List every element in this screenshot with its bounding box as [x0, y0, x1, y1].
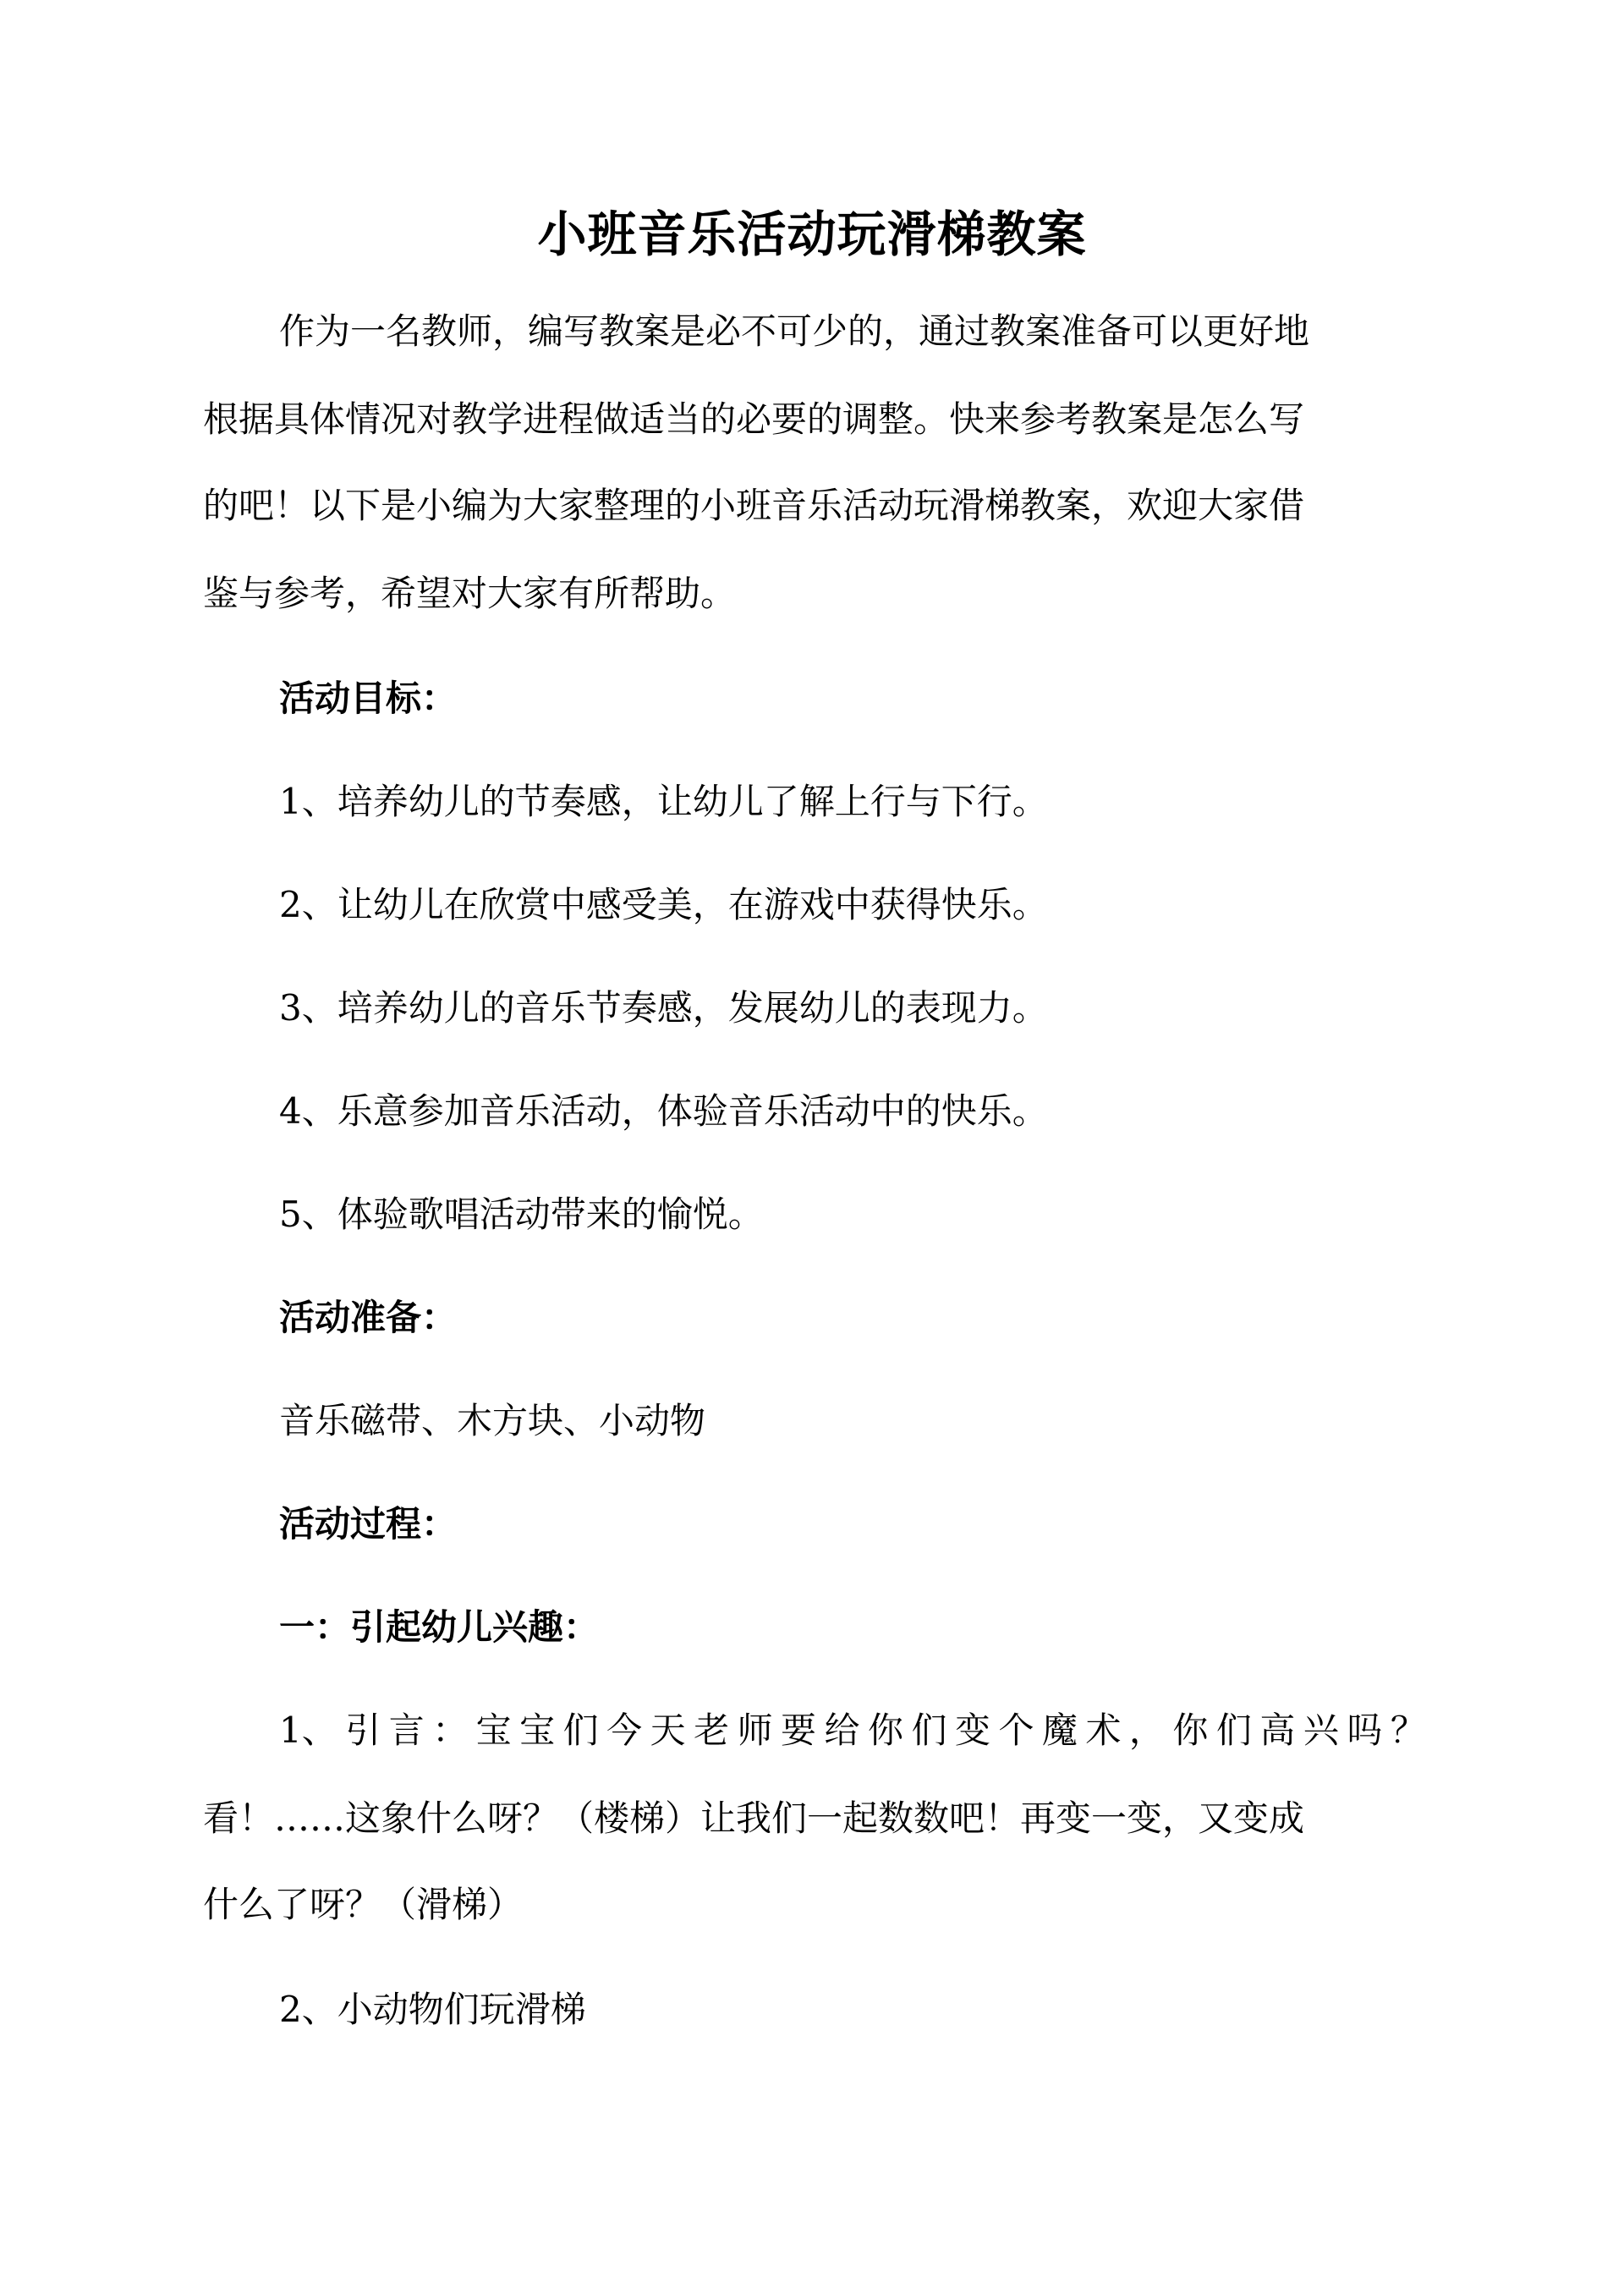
step1-char: 引 — [345, 1710, 381, 1751]
step1-char: ： — [432, 1710, 469, 1751]
step1-char: ？ — [1390, 1710, 1426, 1751]
step1-char: 吗 — [1347, 1710, 1383, 1751]
step1-char: 师 — [737, 1710, 773, 1751]
process-subheading: 一：引起幼儿兴趣： — [279, 1606, 600, 1648]
preparation-text: 音乐磁带、木方块、小动物 — [279, 1400, 706, 1441]
step1-char: 你 — [1172, 1710, 1209, 1751]
step1-char: 术 — [1085, 1710, 1122, 1751]
intro-line-4: 鉴与参考，希望对大家有所帮助。 — [203, 573, 737, 614]
intro-line-2: 根据具体情况对教学进程做适当的必要的调整。快来参考教案是怎么写 — [203, 398, 1305, 440]
document-title: 小班音乐活动玩滑梯教案 — [537, 206, 1087, 263]
step2-text: 2、小动物们玩滑梯 — [279, 1989, 586, 2030]
step1-char: 给 — [824, 1710, 860, 1751]
step1-char: 1、 — [279, 1710, 337, 1751]
intro-line-3: 的吧！以下是小编为大家整理的小班音乐活动玩滑梯教案，欢迎大家借 — [203, 485, 1305, 526]
process-heading: 活动过程： — [279, 1503, 458, 1545]
goal-item-2: 2、让幼儿在欣赏中感受美，在游戏中获得快乐。 — [279, 884, 1048, 925]
step1-char: 们 — [911, 1710, 947, 1751]
goal-item-4: 4、乐意参加音乐活动，体验音乐活动中的快乐。 — [279, 1090, 1048, 1132]
step1-char: 们 — [562, 1710, 599, 1751]
step1-line-2: 看！……这象什么呀？（楼梯）让我们一起数数吧！再变一变，又变成 — [203, 1797, 1305, 1839]
step1-char: 言 — [388, 1710, 425, 1751]
goal-item-1: 1、培养幼儿的节奏感，让幼儿了解上行与下行。 — [279, 781, 1048, 822]
goal-item-3: 3、培养幼儿的音乐节奏感，发展幼儿的表现力。 — [279, 987, 1048, 1029]
intro-line-1: 作为一名教师，编写教案是必不可少的，通过教案准备可以更好地 — [279, 310, 1310, 352]
step1-char: 宝 — [475, 1710, 512, 1751]
step1-char: 老 — [694, 1710, 730, 1751]
step1-char: 宝 — [519, 1710, 556, 1751]
step1-char: ， — [1128, 1710, 1165, 1751]
step1-char: 兴 — [1303, 1710, 1339, 1751]
step1-line-3: 什么了呀？（滑梯） — [203, 1884, 524, 1925]
step1-char: 魔 — [1041, 1710, 1078, 1751]
step1-char: 个 — [998, 1710, 1034, 1751]
preparation-heading: 活动准备： — [279, 1297, 458, 1338]
goal-item-5: 5、体验歌唱活动带来的愉悦。 — [279, 1194, 764, 1235]
step1-char: 变 — [954, 1710, 990, 1751]
step1-char: 要 — [781, 1710, 817, 1751]
step1-char: 今 — [606, 1710, 643, 1751]
step1-char: 天 — [650, 1710, 686, 1751]
step1-line-1 — [279, 1705, 1426, 1756]
step1-char: 们 — [1215, 1710, 1252, 1751]
goals-heading: 活动目标： — [279, 678, 458, 719]
step1-char: 你 — [868, 1710, 904, 1751]
step1-char: 高 — [1259, 1710, 1296, 1751]
